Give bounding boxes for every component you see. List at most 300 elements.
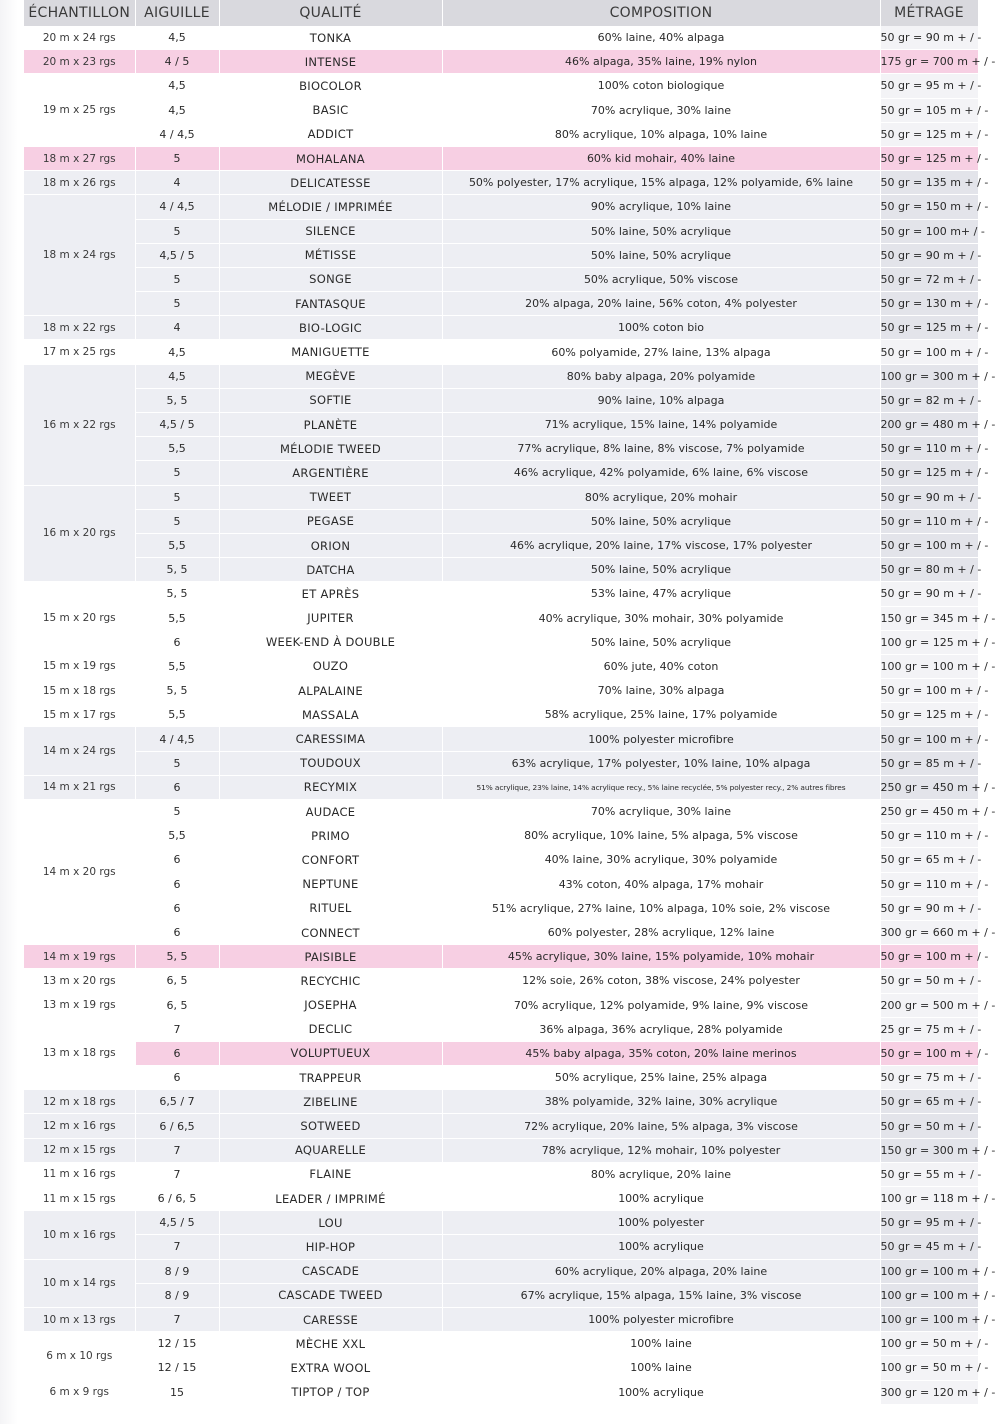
composition-cell: 60% polyester, 28% acrylique, 12% laine bbox=[442, 920, 880, 944]
quality-cell: EXTRA WOOL bbox=[219, 1356, 442, 1380]
quality-cell: BASIC bbox=[219, 98, 442, 122]
table-row bbox=[24, 872, 978, 896]
needle-cell: 4 / 5 bbox=[135, 50, 219, 74]
composition-cell: 50% acrylique, 50% viscose bbox=[442, 267, 880, 291]
length-cell: 50 gr = 90 m + / - bbox=[880, 243, 978, 267]
quality-cell: PRIMO bbox=[219, 824, 442, 848]
composition-cell: 46% alpaga, 35% laine, 19% nylon bbox=[442, 50, 880, 74]
needle-cell: 7 bbox=[135, 1017, 219, 1041]
gauge-cell: 18 m x 22 rgs bbox=[24, 316, 135, 340]
table-row bbox=[24, 703, 978, 727]
length-cell: 50 gr = 110 m + / - bbox=[880, 824, 978, 848]
length-cell: 50 gr = 100 m + / - bbox=[880, 679, 978, 703]
needle-cell: 4 bbox=[135, 171, 219, 195]
length-cell: 50 gr = 90 m + / - bbox=[880, 582, 978, 606]
composition-cell: 70% laine, 30% alpaga bbox=[442, 679, 880, 703]
gauge-cell: 17 m x 25 rgs bbox=[24, 340, 135, 364]
needle-cell: 5 bbox=[135, 800, 219, 824]
needle-cell: 5 bbox=[135, 292, 219, 316]
needle-cell: 5 bbox=[135, 219, 219, 243]
header-gauge: ÉCHANTILLON bbox=[24, 0, 135, 26]
table-row bbox=[24, 630, 978, 654]
quality-cell: HIP-HOP bbox=[219, 1235, 442, 1259]
length-cell: 50 gr = 90 m + / - bbox=[880, 485, 978, 509]
length-cell: 50 gr = 125 m + / - bbox=[880, 122, 978, 146]
needle-cell: 6 bbox=[135, 1041, 219, 1065]
composition-cell: 90% acrylique, 10% laine bbox=[442, 195, 880, 219]
needle-cell: 4 / 4,5 bbox=[135, 122, 219, 146]
needle-cell: 6 / 6, 5 bbox=[135, 1187, 219, 1211]
quality-cell: CONFORT bbox=[219, 848, 442, 872]
length-cell: 50 gr = 150 m + / - bbox=[880, 195, 978, 219]
composition-cell: 60% polyamide, 27% laine, 13% alpaga bbox=[442, 340, 880, 364]
needle-cell: 5,5 bbox=[135, 533, 219, 557]
quality-cell: RECYCHIC bbox=[219, 969, 442, 993]
composition-cell: 36% alpaga, 36% acrylique, 28% polyamide bbox=[442, 1017, 880, 1041]
quality-cell: AUDACE bbox=[219, 800, 442, 824]
gauge-cell: 18 m x 27 rgs bbox=[24, 146, 135, 170]
composition-cell: 100% polyester microfibre bbox=[442, 1307, 880, 1331]
gauge-cell: 18 m x 24 rgs bbox=[24, 195, 135, 316]
length-cell: 50 gr = 105 m + / - bbox=[880, 98, 978, 122]
needle-cell: 4,5 bbox=[135, 364, 219, 388]
gauge-cell: 10 m x 13 rgs bbox=[24, 1307, 135, 1331]
quality-cell: MEGÈVE bbox=[219, 364, 442, 388]
table-row bbox=[24, 800, 978, 824]
quality-cell: FANTASQUE bbox=[219, 292, 442, 316]
gauge-cell: 12 m x 16 rgs bbox=[24, 1114, 135, 1138]
table-row bbox=[24, 364, 978, 388]
needle-cell: 6 bbox=[135, 920, 219, 944]
gauge-cell: 11 m x 16 rgs bbox=[24, 1162, 135, 1186]
gauge-cell: 14 m x 19 rgs bbox=[24, 945, 135, 969]
length-cell: 100 gr = 100 m + / - bbox=[880, 654, 978, 678]
gauge-cell: 20 m x 24 rgs bbox=[24, 26, 135, 50]
table-row bbox=[24, 243, 978, 267]
composition-cell: 80% acrylique, 20% mohair bbox=[442, 485, 880, 509]
needle-cell: 6 bbox=[135, 896, 219, 920]
table-row bbox=[24, 171, 978, 195]
quality-cell: AQUARELLE bbox=[219, 1138, 442, 1162]
composition-cell: 50% laine, 50% acrylique bbox=[442, 243, 880, 267]
quality-cell: ORION bbox=[219, 533, 442, 557]
composition-cell: 43% coton, 40% alpaga, 17% mohair bbox=[442, 872, 880, 896]
quality-cell: SOTWEED bbox=[219, 1114, 442, 1138]
length-cell: 50 gr = 90 m + / - bbox=[880, 26, 978, 50]
length-cell: 100 gr = 100 m + / - bbox=[880, 1259, 978, 1283]
table-row bbox=[24, 727, 978, 751]
composition-cell: 100% laine bbox=[442, 1356, 880, 1380]
table-row bbox=[24, 50, 978, 74]
length-cell: 50 gr = 80 m + / - bbox=[880, 558, 978, 582]
table-row bbox=[24, 98, 978, 122]
table-row bbox=[24, 1138, 978, 1162]
length-cell: 50 gr = 100 m+ / - bbox=[880, 219, 978, 243]
table-row bbox=[24, 388, 978, 412]
needle-cell: 5 bbox=[135, 485, 219, 509]
gauge-cell: 15 m x 18 rgs bbox=[24, 679, 135, 703]
quality-cell: TWEET bbox=[219, 485, 442, 509]
table-row bbox=[24, 1162, 978, 1186]
length-cell: 50 gr = 45 m + / - bbox=[880, 1235, 978, 1259]
needle-cell: 5,5 bbox=[135, 703, 219, 727]
gauge-cell: 14 m x 20 rgs bbox=[24, 800, 135, 945]
needle-cell: 5,5 bbox=[135, 654, 219, 678]
composition-cell: 100% polyester bbox=[442, 1211, 880, 1235]
composition-cell: 80% acrylique, 10% alpaga, 10% laine bbox=[442, 122, 880, 146]
quality-cell: TRAPPEUR bbox=[219, 1066, 442, 1090]
needle-cell: 6 / 6,5 bbox=[135, 1114, 219, 1138]
table-row bbox=[24, 606, 978, 630]
length-cell: 100 gr = 100 m + / - bbox=[880, 1307, 978, 1331]
quality-cell: LOU bbox=[219, 1211, 442, 1235]
length-cell: 175 gr = 700 m + / - bbox=[880, 50, 978, 74]
needle-cell: 4,5 / 5 bbox=[135, 243, 219, 267]
table-row bbox=[24, 316, 978, 340]
table-row bbox=[24, 267, 978, 291]
header-composition: COMPOSITION bbox=[442, 0, 880, 26]
table-row bbox=[24, 74, 978, 98]
length-cell: 300 gr = 660 m + / - bbox=[880, 920, 978, 944]
quality-cell: ALPALAINE bbox=[219, 679, 442, 703]
gauge-cell: 14 m x 24 rgs bbox=[24, 727, 135, 775]
quality-cell: MANIGUETTE bbox=[219, 340, 442, 364]
header-needle: AIGUILLE bbox=[135, 0, 219, 26]
quality-cell: ADDICT bbox=[219, 122, 442, 146]
quality-cell: TONKA bbox=[219, 26, 442, 50]
length-cell: 50 gr = 65 m + / - bbox=[880, 848, 978, 872]
table-row bbox=[24, 122, 978, 146]
composition-cell: 40% laine, 30% acrylique, 30% polyamide bbox=[442, 848, 880, 872]
needle-cell: 15 bbox=[135, 1380, 219, 1404]
gauge-cell: 15 m x 19 rgs bbox=[24, 654, 135, 678]
gauge-cell: 16 m x 22 rgs bbox=[24, 364, 135, 485]
composition-cell: 51% acrylique, 23% laine, 14% acrylique recy., 5% laine recyclée, 5% polyester recy., 2% autres fibres bbox=[442, 775, 880, 799]
length-cell: 25 gr = 75 m + / - bbox=[880, 1017, 978, 1041]
gauge-cell: 16 m x 20 rgs bbox=[24, 485, 135, 582]
needle-cell: 8 / 9 bbox=[135, 1283, 219, 1307]
length-cell: 250 gr = 450 m + / - bbox=[880, 775, 978, 799]
quality-cell: INTENSE bbox=[219, 50, 442, 74]
quality-cell: ZIBELINE bbox=[219, 1090, 442, 1114]
quality-cell: CASCADE TWEED bbox=[219, 1283, 442, 1307]
quality-cell: MASSALA bbox=[219, 703, 442, 727]
length-cell: 200 gr = 500 m + / - bbox=[880, 993, 978, 1017]
quality-cell: MOHALANA bbox=[219, 146, 442, 170]
composition-cell: 50% acrylique, 25% laine, 25% alpaga bbox=[442, 1066, 880, 1090]
quality-cell: LEADER / IMPRIMÉ bbox=[219, 1187, 442, 1211]
gauge-cell: 10 m x 16 rgs bbox=[24, 1211, 135, 1259]
needle-cell: 4,5 bbox=[135, 340, 219, 364]
needle-cell: 7 bbox=[135, 1162, 219, 1186]
table-row bbox=[24, 1235, 978, 1259]
quality-cell: SILENCE bbox=[219, 219, 442, 243]
length-cell: 50 gr = 135 m + / - bbox=[880, 171, 978, 195]
quality-cell: ET APRÈS bbox=[219, 582, 442, 606]
gauge-cell: 19 m x 25 rgs bbox=[24, 74, 135, 147]
gauge-cell: 13 m x 19 rgs bbox=[24, 993, 135, 1017]
table-row bbox=[24, 654, 978, 678]
length-cell: 50 gr = 72 m + / - bbox=[880, 267, 978, 291]
composition-cell: 60% acrylique, 20% alpaga, 20% laine bbox=[442, 1259, 880, 1283]
length-cell: 100 gr = 118 m + / - bbox=[880, 1187, 978, 1211]
gauge-cell: 6 m x 10 rgs bbox=[24, 1332, 135, 1380]
header-length: MÉTRAGE bbox=[880, 0, 978, 26]
gauge-cell: 20 m x 23 rgs bbox=[24, 50, 135, 74]
yarn-table-sheet bbox=[24, 0, 996, 1410]
quality-cell: FLAINE bbox=[219, 1162, 442, 1186]
gauge-cell: 11 m x 15 rgs bbox=[24, 1187, 135, 1211]
quality-cell: MÈCHE XXL bbox=[219, 1332, 442, 1356]
quality-cell: VOLUPTUEUX bbox=[219, 1041, 442, 1065]
table-row bbox=[24, 1017, 978, 1041]
table-row bbox=[24, 26, 978, 50]
table-row bbox=[24, 292, 978, 316]
gauge-cell: 12 m x 18 rgs bbox=[24, 1090, 135, 1114]
needle-cell: 5, 5 bbox=[135, 945, 219, 969]
needle-cell: 12 / 15 bbox=[135, 1332, 219, 1356]
composition-cell: 77% acrylique, 8% laine, 8% viscose, 7% polyamide bbox=[442, 437, 880, 461]
composition-cell: 60% jute, 40% coton bbox=[442, 654, 880, 678]
composition-cell: 100% acrylique bbox=[442, 1235, 880, 1259]
needle-cell: 7 bbox=[135, 1307, 219, 1331]
composition-cell: 70% acrylique, 30% laine bbox=[442, 800, 880, 824]
needle-cell: 6 bbox=[135, 872, 219, 896]
length-cell: 50 gr = 100 m + / - bbox=[880, 340, 978, 364]
needle-cell: 7 bbox=[135, 1138, 219, 1162]
needle-cell: 4,5 bbox=[135, 26, 219, 50]
needle-cell: 6,5 / 7 bbox=[135, 1090, 219, 1114]
needle-cell: 5,5 bbox=[135, 824, 219, 848]
composition-cell: 60% laine, 40% alpaga bbox=[442, 26, 880, 50]
composition-cell: 50% polyester, 17% acrylique, 15% alpaga, 12% polyamide, 6% laine bbox=[442, 171, 880, 195]
length-cell: 50 gr = 82 m + / - bbox=[880, 388, 978, 412]
composition-cell: 50% laine, 50% acrylique bbox=[442, 558, 880, 582]
needle-cell: 6 bbox=[135, 848, 219, 872]
table-row bbox=[24, 1041, 978, 1065]
table-row bbox=[24, 1283, 978, 1307]
needle-cell: 5, 5 bbox=[135, 388, 219, 412]
composition-cell: 51% acrylique, 27% laine, 10% alpaga, 10% soie, 2% viscose bbox=[442, 896, 880, 920]
length-cell: 50 gr = 100 m + / - bbox=[880, 533, 978, 557]
table-row bbox=[24, 461, 978, 485]
length-cell: 100 gr = 300 m + / - bbox=[880, 364, 978, 388]
needle-cell: 5, 5 bbox=[135, 582, 219, 606]
quality-cell: MÉTISSE bbox=[219, 243, 442, 267]
composition-cell: 50% laine, 50% acrylique bbox=[442, 219, 880, 243]
needle-cell: 4 / 4,5 bbox=[135, 727, 219, 751]
quality-cell: CARESSE bbox=[219, 1307, 442, 1331]
composition-cell: 45% acrylique, 30% laine, 15% polyamide, 10% mohair bbox=[442, 945, 880, 969]
table-row bbox=[24, 679, 978, 703]
length-cell: 50 gr = 55 m + / - bbox=[880, 1162, 978, 1186]
quality-cell: ARGENTIÈRE bbox=[219, 461, 442, 485]
needle-cell: 8 / 9 bbox=[135, 1259, 219, 1283]
table-row bbox=[24, 1114, 978, 1138]
quality-cell: PLANÈTE bbox=[219, 413, 442, 437]
needle-cell: 12 / 15 bbox=[135, 1356, 219, 1380]
length-cell: 100 gr = 50 m + / - bbox=[880, 1356, 978, 1380]
length-cell: 50 gr = 100 m + / - bbox=[880, 727, 978, 751]
needle-cell: 7 bbox=[135, 1235, 219, 1259]
composition-cell: 63% acrylique, 17% polyester, 10% laine, 10% alpaga bbox=[442, 751, 880, 775]
gauge-cell: 14 m x 21 rgs bbox=[24, 775, 135, 799]
needle-cell: 6 bbox=[135, 1066, 219, 1090]
page-edge-shadow bbox=[0, 0, 18, 1424]
table-row bbox=[24, 1187, 978, 1211]
composition-cell: 12% soie, 26% coton, 38% viscose, 24% polyester bbox=[442, 969, 880, 993]
table-row bbox=[24, 824, 978, 848]
composition-cell: 100% laine bbox=[442, 1332, 880, 1356]
length-cell: 50 gr = 110 m + / - bbox=[880, 509, 978, 533]
table-row bbox=[24, 945, 978, 969]
composition-cell: 53% laine, 47% acrylique bbox=[442, 582, 880, 606]
table-row bbox=[24, 848, 978, 872]
needle-cell: 5, 5 bbox=[135, 558, 219, 582]
table-row bbox=[24, 485, 978, 509]
table-row bbox=[24, 533, 978, 557]
quality-cell: TIPTOP / TOP bbox=[219, 1380, 442, 1404]
length-cell: 50 gr = 100 m + / - bbox=[880, 945, 978, 969]
composition-cell: 80% acrylique, 20% laine bbox=[442, 1162, 880, 1186]
composition-cell: 100% coton bio bbox=[442, 316, 880, 340]
length-cell: 50 gr = 100 m + / - bbox=[880, 1041, 978, 1065]
gauge-cell: 18 m x 26 rgs bbox=[24, 171, 135, 195]
composition-cell: 80% baby alpaga, 20% polyamide bbox=[442, 364, 880, 388]
table-row bbox=[24, 1211, 978, 1235]
composition-cell: 70% acrylique, 12% polyamide, 9% laine, 9% viscose bbox=[442, 993, 880, 1017]
quality-cell: BIO-LOGIC bbox=[219, 316, 442, 340]
composition-cell: 80% acrylique, 10% laine, 5% alpaga, 5% viscose bbox=[442, 824, 880, 848]
needle-cell: 5 bbox=[135, 267, 219, 291]
needle-cell: 6 bbox=[135, 775, 219, 799]
gauge-cell: 12 m x 15 rgs bbox=[24, 1138, 135, 1162]
composition-cell: 90% laine, 10% alpaga bbox=[442, 388, 880, 412]
composition-cell: 72% acrylique, 20% laine, 5% alpaga, 3% viscose bbox=[442, 1114, 880, 1138]
composition-cell: 78% acrylique, 12% mohair, 10% polyester bbox=[442, 1138, 880, 1162]
quality-cell: DELICATESSE bbox=[219, 171, 442, 195]
needle-cell: 5 bbox=[135, 509, 219, 533]
table-row bbox=[24, 969, 978, 993]
table-row bbox=[24, 1090, 978, 1114]
composition-cell: 60% kid mohair, 40% laine bbox=[442, 146, 880, 170]
quality-cell: SONGE bbox=[219, 267, 442, 291]
length-cell: 50 gr = 95 m + / - bbox=[880, 1211, 978, 1235]
length-cell: 300 gr = 120 m + / - bbox=[880, 1380, 978, 1404]
quality-cell: DECLIC bbox=[219, 1017, 442, 1041]
table-row bbox=[24, 1259, 978, 1283]
length-cell: 100 gr = 125 m + / - bbox=[880, 630, 978, 654]
length-cell: 50 gr = 125 m + / - bbox=[880, 703, 978, 727]
table-row bbox=[24, 920, 978, 944]
length-cell: 100 gr = 100 m + / - bbox=[880, 1283, 978, 1307]
composition-cell: 100% polyester microfibre bbox=[442, 727, 880, 751]
length-cell: 50 gr = 75 m + / - bbox=[880, 1066, 978, 1090]
needle-cell: 4 / 4,5 bbox=[135, 195, 219, 219]
composition-cell: 40% acrylique, 30% mohair, 30% polyamide bbox=[442, 606, 880, 630]
length-cell: 50 gr = 50 m + / - bbox=[880, 969, 978, 993]
composition-cell: 46% acrylique, 20% laine, 17% viscose, 17% polyester bbox=[442, 533, 880, 557]
needle-cell: 5,5 bbox=[135, 606, 219, 630]
gauge-cell: 13 m x 20 rgs bbox=[24, 969, 135, 993]
quality-cell: RITUEL bbox=[219, 896, 442, 920]
table-body bbox=[24, 26, 996, 1404]
needle-cell: 6, 5 bbox=[135, 969, 219, 993]
quality-cell: RECYMIX bbox=[219, 775, 442, 799]
quality-cell: CONNECT bbox=[219, 920, 442, 944]
quality-cell: SOFTIE bbox=[219, 388, 442, 412]
quality-cell: CARESSIMA bbox=[219, 727, 442, 751]
quality-cell: TOUDOUX bbox=[219, 751, 442, 775]
table-row bbox=[24, 1380, 978, 1404]
gauge-cell: 6 m x 9 rgs bbox=[24, 1380, 135, 1404]
quality-cell: CASCADE bbox=[219, 1259, 442, 1283]
table-row bbox=[24, 146, 978, 170]
composition-cell: 20% alpaga, 20% laine, 56% coton, 4% polyester bbox=[442, 292, 880, 316]
quality-cell: MÉLODIE / IMPRIMÉE bbox=[219, 195, 442, 219]
quality-cell: NEPTUNE bbox=[219, 872, 442, 896]
table-row bbox=[24, 896, 978, 920]
needle-cell: 5 bbox=[135, 146, 219, 170]
table-row bbox=[24, 413, 978, 437]
length-cell: 200 gr = 480 m + / - bbox=[880, 413, 978, 437]
table-row bbox=[24, 219, 978, 243]
length-cell: 150 gr = 345 m + / - bbox=[880, 606, 978, 630]
needle-cell: 5 bbox=[135, 751, 219, 775]
composition-cell: 67% acrylique, 15% alpaga, 15% laine, 3% viscose bbox=[442, 1283, 880, 1307]
needle-cell: 4,5 bbox=[135, 98, 219, 122]
composition-cell: 71% acrylique, 15% laine, 14% polyamide bbox=[442, 413, 880, 437]
gauge-cell: 10 m x 14 rgs bbox=[24, 1259, 135, 1307]
composition-cell: 50% laine, 50% acrylique bbox=[442, 509, 880, 533]
gauge-cell: 13 m x 18 rgs bbox=[24, 1017, 135, 1090]
needle-cell: 4,5 / 5 bbox=[135, 1211, 219, 1235]
table-row bbox=[24, 195, 978, 219]
length-cell: 50 gr = 130 m + / - bbox=[880, 292, 978, 316]
length-cell: 50 gr = 90 m + / - bbox=[880, 896, 978, 920]
quality-cell: JUPITER bbox=[219, 606, 442, 630]
quality-cell: BIOCOLOR bbox=[219, 74, 442, 98]
table-row bbox=[24, 751, 978, 775]
table-row bbox=[24, 558, 978, 582]
table-row bbox=[24, 340, 978, 364]
needle-cell: 6 bbox=[135, 630, 219, 654]
length-cell: 50 gr = 125 m + / - bbox=[880, 146, 978, 170]
yarn-table bbox=[24, 0, 996, 1405]
length-cell: 50 gr = 125 m + / - bbox=[880, 316, 978, 340]
table-row bbox=[24, 775, 978, 799]
needle-cell: 4 bbox=[135, 316, 219, 340]
table-header-row bbox=[24, 0, 978, 26]
table-row bbox=[24, 1356, 978, 1380]
table-row bbox=[24, 1307, 978, 1331]
table-row bbox=[24, 993, 978, 1017]
length-cell: 50 gr = 65 m + / - bbox=[880, 1090, 978, 1114]
composition-cell: 38% polyamide, 32% laine, 30% acrylique bbox=[442, 1090, 880, 1114]
table-row bbox=[24, 509, 978, 533]
length-cell: 150 gr = 300 m + / - bbox=[880, 1138, 978, 1162]
gauge-cell: 15 m x 17 rgs bbox=[24, 703, 135, 727]
composition-cell: 70% acrylique, 30% laine bbox=[442, 98, 880, 122]
needle-cell: 4,5 bbox=[135, 74, 219, 98]
quality-cell: PAISIBLE bbox=[219, 945, 442, 969]
table-row bbox=[24, 582, 978, 606]
composition-cell: 46% acrylique, 42% polyamide, 6% laine, 6% viscose bbox=[442, 461, 880, 485]
composition-cell: 100% acrylique bbox=[442, 1380, 880, 1404]
length-cell: 50 gr = 50 m + / - bbox=[880, 1114, 978, 1138]
length-cell: 250 gr = 450 m + / - bbox=[880, 800, 978, 824]
quality-cell: OUZO bbox=[219, 654, 442, 678]
